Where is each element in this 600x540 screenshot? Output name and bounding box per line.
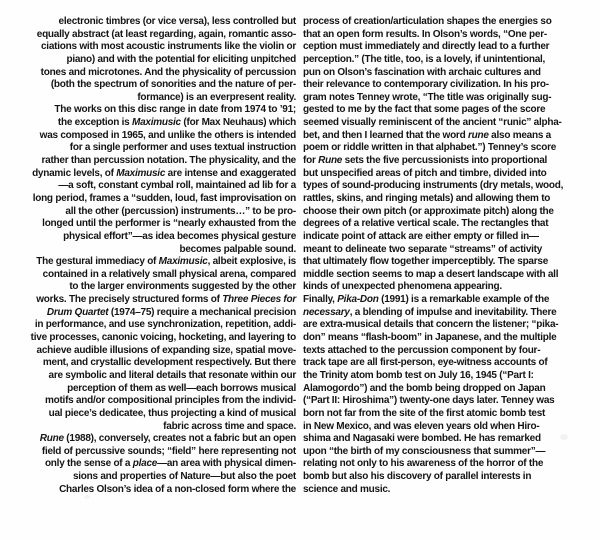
text-line: in New Mexico, and was eleven years old when Hiro- xyxy=(303,420,540,432)
text-line: long period, frames a “sudden, loud, fast improvisation on xyxy=(32,192,296,204)
text-line: The works on this disc range in date from 1974 to ’91; xyxy=(54,104,296,116)
text-line: kinds of unexpected phenomena appearing. xyxy=(303,281,502,293)
text-line: born not far from the site of the first atomic bomb test xyxy=(303,407,546,419)
text-line: only the sense of a place—an area with physical dimen- xyxy=(44,458,296,470)
text-line: their relevance to contemporary civilization. In his pro- xyxy=(303,79,549,91)
text-line: types of sound-producing instruments (dry metals, wood, xyxy=(303,180,564,192)
text-line: equally abstract (at least regarding, again, romantic asso- xyxy=(36,28,296,40)
text-line: relating not only to his awareness of the horror of the xyxy=(303,458,544,470)
liner-notes-right-column xyxy=(303,16,583,496)
text-line: in performance, and use synchronization, repetition, addi- xyxy=(34,319,296,331)
scan-artifact xyxy=(84,495,90,499)
text-line: the Trinity atom bomb test on July 16, 1945 (“Part I: xyxy=(303,369,534,381)
text-line: process of creation/articulation shapes the energies so xyxy=(303,16,552,27)
text-line: don” means “flash-boom” in Japanese, and the multiple xyxy=(303,332,557,344)
text-line: —a soft, constant cymbal roll, maintained ad lib for a xyxy=(58,180,296,192)
text-line: middle section seems to map a desert landscape with all xyxy=(303,268,559,280)
text-line: piano) and with the potential for eliciting unpitched xyxy=(66,53,296,65)
text-line: but unspecified areas of pitch and timbre, divided into xyxy=(303,167,547,179)
text-line: becomes palpable sound. xyxy=(179,243,296,255)
text-line: Alamogordo”) and the bomb being dropped on Japan xyxy=(303,382,546,394)
text-line: sions and properties of Nature—but also the poet xyxy=(72,471,296,483)
text-line: pun on Olson’s fascination with archaic cultures and xyxy=(303,66,541,78)
text-line: achieve audible illusions of expanding size, spatial move- xyxy=(36,344,296,356)
text-line: all the other (percussion) instruments…” to be pro- xyxy=(65,205,296,217)
scan-artifact xyxy=(560,434,568,440)
text-line: bet, and then I learned that the word rune also means a xyxy=(303,129,551,141)
text-line: rattles, skins, and ringing metals) and allowing them to xyxy=(303,192,551,204)
text-line: dynamic levels, of Maximusic are intense and exaggerated xyxy=(32,167,296,179)
text-line: ment, and crystallic development respectively. But there xyxy=(42,357,296,369)
text-line: for Rune sets the five percussionists into proportional xyxy=(303,155,548,167)
text-line: texts attached to the percussion component by four- xyxy=(303,344,541,356)
text-line: gram notes Tenney wrote, “The title was originally sug- xyxy=(303,91,552,103)
text-line: perception.” (The title, too, is a lovely, if unintentional, xyxy=(303,53,546,65)
text-line: fabric across time and space. xyxy=(163,420,296,432)
text-line: upon “the birth of my consciousness that summer”— xyxy=(303,445,546,457)
text-line: tones and microtones. And the physicality of percussion xyxy=(40,66,296,78)
text-line: seemed visually reminiscent of the ancient “runic” alpha- xyxy=(303,117,562,129)
text-line: electronic timbres (or vice versa), less controlled but xyxy=(58,16,296,27)
text-line: was composed in 1965, and unlike the others is intended xyxy=(39,129,296,141)
text-line: meant to delineate two separate “streams” of activity xyxy=(303,243,543,255)
text-line: physical effort”—as idea becomes physical gesture xyxy=(63,230,296,242)
text-line: shima and Nagasaki were bombed. He has remarked xyxy=(303,433,541,445)
text-line: to the larger environments suggested by the other xyxy=(69,281,296,293)
text-line: works. The precisely structured forms of Three Pieces for xyxy=(36,294,296,306)
text-line: degrees of a relative vertical scale. The rectangles that xyxy=(303,218,549,230)
text-line: (both the spectrum of sonorities and the nature of per- xyxy=(50,79,296,91)
text-line: choose their own pitch (or approximate pitch) along the xyxy=(303,205,554,217)
text-line: the exception is Maximusic (for Max Neuhaus) which xyxy=(57,117,296,129)
text-line: are extra-musical details that concern the listener; “pika- xyxy=(303,319,559,331)
text-line: motifs and/or compositional principles from the individ- xyxy=(44,395,296,407)
text-line: Drum Quartet (1974–75) require a mechanical precision xyxy=(46,306,296,318)
text-line: are symbolic and literal details that resonate within our xyxy=(48,369,296,381)
text-line: formance) is an everpresent reality. xyxy=(137,91,296,103)
text-line: contained in a relatively small physical arena, compared xyxy=(42,268,296,280)
text-line: indicate point of attack are either empty or filled in— xyxy=(303,230,539,242)
text-line: poem or riddle written in that alphabet.”) Tenney’s score xyxy=(303,142,557,154)
text-line: Finally, Pika-Don (1991) is a remarkable example of the xyxy=(303,294,550,306)
text-line: that ultimately flow together imperceptibly. The sparse xyxy=(303,256,549,268)
text-line: The gestural immediacy of Maximusic, albeit explosive, is xyxy=(36,256,296,268)
text-line: longed until the performer is “nearly exhausted from the xyxy=(42,218,296,230)
text-line: ual piece’s dedicatee, thus projecting a kind of musical xyxy=(48,407,296,419)
text-line: (“Part II: Hiroshima”) twenty-one days later. Tenney was xyxy=(303,395,555,407)
text-line: ception must immediately and directly lead to a further xyxy=(303,41,550,53)
liner-notes-left-column xyxy=(18,16,296,496)
text-line: rather than percussion notation. The physicality, and the xyxy=(41,155,296,167)
text-line: for a single performer and uses textual instruction xyxy=(69,142,296,154)
text-line: tive processes, canonic voicing, hocketing, and layering to xyxy=(30,332,296,344)
text-line: science and music. xyxy=(303,483,391,495)
text-line: necessary, a blending of impulse and inevitability. There xyxy=(303,306,557,318)
text-line: field of percussive sounds; “field” here representing not xyxy=(41,445,296,457)
text-line: gested to me by the fact that some pages of the score xyxy=(303,104,546,116)
text-line: perception of them as well—each borrows musical xyxy=(67,382,296,394)
text-line: ciations with most acoustic instruments like the violin or xyxy=(41,41,296,53)
text-line: bomb but also his discovery of parallel interests in xyxy=(303,471,532,483)
text-line: that an open form results. In Olson’s words, “One per- xyxy=(303,28,547,40)
text-line: Rune (1988), conversely, creates not a fabric but an open xyxy=(39,433,296,445)
text-line: track tape are all first-person, eye-witness accounts of xyxy=(303,357,548,369)
text-line: Charles Olson’s idea of a non-closed form where the xyxy=(59,483,296,495)
